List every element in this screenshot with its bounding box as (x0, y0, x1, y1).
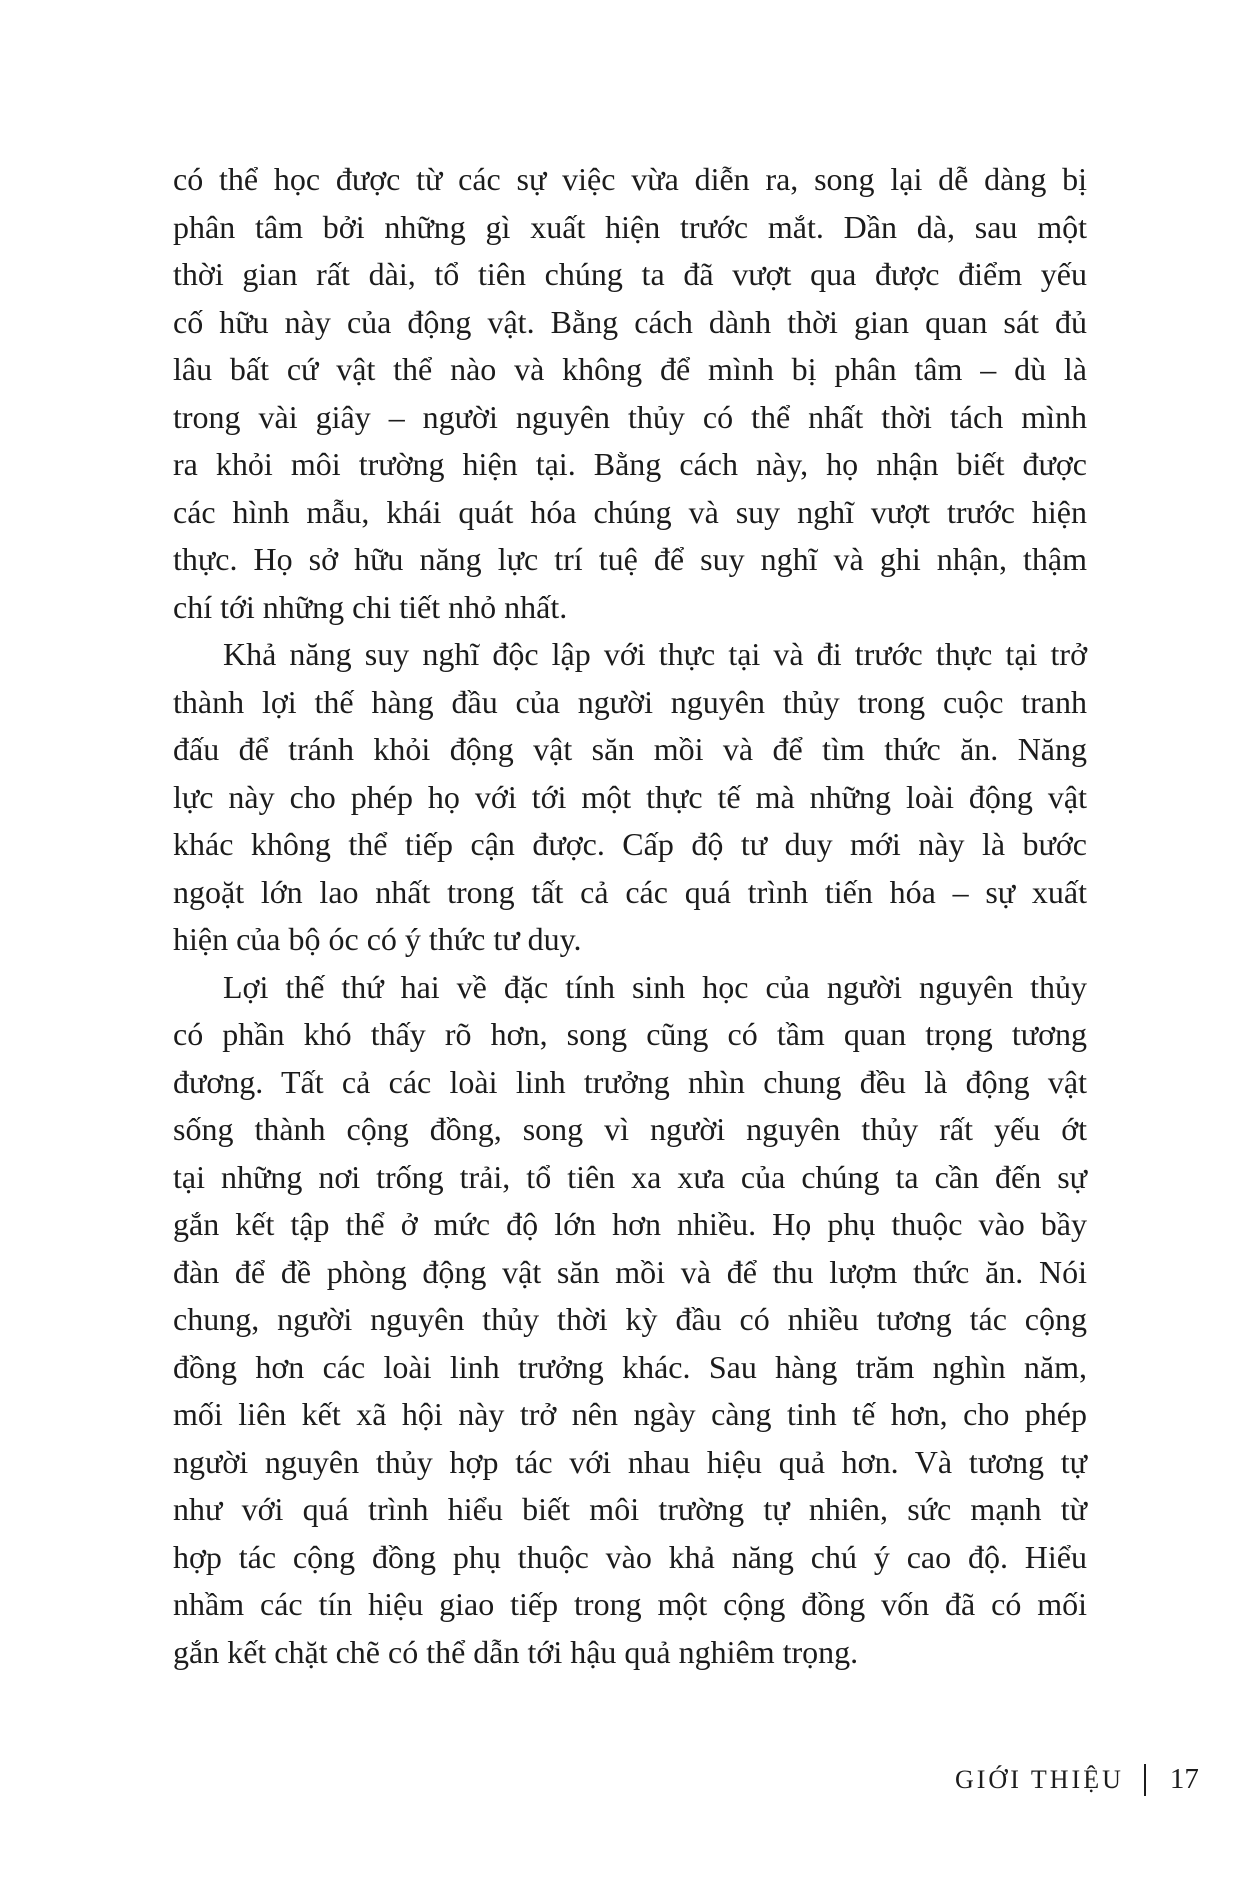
text-line: đàn để đề phòng động vật săn mồi và để thu lượm thức ăn. Nói (173, 1253, 1087, 1290)
text-line: đương. Tất cả các loài linh trưởng nhìn chung đều là động vật (173, 1063, 1087, 1100)
text-line: thời gian rất dài, tổ tiên chúng ta đã vượt qua được điểm yếu (173, 256, 1087, 292)
text-line: chí tới những chi tiết nhỏ nhất. (173, 588, 568, 625)
text-line: nhầm các tín hiệu giao tiếp trong một cộng đồng vốn đã có mối (173, 1586, 1087, 1622)
text-line: phân tâm bởi những gì xuất hiện trước mắt. Dần dà, sau một (173, 208, 1087, 245)
text-line: Khả năng suy nghĩ độc lập với thực tại và đi trước thực tại trở (223, 636, 1087, 672)
text-line: có thể học được từ các sự việc vừa diễn ra, song lại dễ dàng bị (173, 161, 1087, 197)
text-line: chung, người nguyên thủy thời kỳ đầu có nhiều tương tác cộng (173, 1301, 1087, 1337)
text-line: gắn kết chặt chẽ có thể dẫn tới hậu quả nghiêm trọng. (173, 1633, 859, 1670)
text-line: ra khỏi môi trường hiện tại. Bằng cách này, họ nhận biết được (173, 446, 1087, 482)
text-line: mối liên kết xã hội này trở nên ngày càng tinh tế hơn, cho phép (173, 1396, 1087, 1432)
text-line: cố hữu này của động vật. Bằng cách dành thời gian quan sát đủ (173, 303, 1087, 340)
text-line: gắn kết tập thể ở mức độ lớn hơn nhiều. Họ phụ thuộc vào bầy (173, 1206, 1087, 1242)
text-line: trong vài giây – người nguyên thủy có thể nhất thời tách mình (173, 398, 1087, 435)
vertical-bar-icon (1144, 1764, 1146, 1796)
text-line: như với quá trình hiểu biết môi trường tự nhiên, sức mạnh từ (173, 1491, 1087, 1527)
text-line: khác không thể tiếp cận được. Cấp độ tư duy mới này là bước (173, 826, 1087, 862)
text-line: lực này cho phép họ với tới một thực tế mà những loài động vật (173, 778, 1087, 815)
text-line: tại những nơi trống trải, tổ tiên xa xưa của chúng ta cần đến sự (173, 1158, 1087, 1195)
text-line: đấu để tránh khỏi động vật săn mồi và để tìm thức ăn. Năng (173, 731, 1087, 767)
paragraph (173, 156, 1087, 631)
text-line: thực. Họ sở hữu năng lực trí tuệ để suy nghĩ và ghi nhận, thậm (173, 541, 1087, 577)
text-line: sống thành cộng đồng, song vì người nguyên thủy rất yếu ớt (173, 1111, 1087, 1147)
text-line: lâu bất cứ vật thể nào và không để mình bị phân tâm – dù là (173, 351, 1087, 387)
text-line: có phần khó thấy rõ hơn, song cũng có tầm quan trọng tương (173, 1016, 1087, 1052)
body-text (173, 156, 1087, 1676)
text-line: hợp tác cộng đồng phụ thuộc vào khả năng chú ý cao độ. Hiểu (173, 1538, 1087, 1575)
paragraph (173, 964, 1087, 1677)
paragraph (173, 631, 1087, 964)
text-line: ngoặt lớn lao nhất trong tất cả các quá trình tiến hóa – sự xuất (173, 873, 1087, 910)
text-line: thành lợi thế hàng đầu của người nguyên thủy trong cuộc tranh (173, 683, 1087, 720)
footer-section-label: GIỚI THIỆU (955, 1764, 1124, 1794)
text-line: người nguyên thủy hợp tác với nhau hiệu quả hơn. Và tương tự (173, 1443, 1087, 1480)
text-line: đồng hơn các loài linh trưởng khác. Sau hàng trăm nghìn năm, (173, 1348, 1087, 1385)
page-footer (955, 1763, 1199, 1796)
footer-page-number: 17 (1169, 1763, 1199, 1795)
text-line: các hình mẫu, khái quát hóa chúng và suy nghĩ vượt trước hiện (173, 493, 1087, 530)
text-line: hiện của bộ óc có ý thức tư duy. (173, 921, 582, 957)
text-line: Lợi thế thứ hai về đặc tính sinh học của người nguyên thủy (223, 968, 1087, 1005)
